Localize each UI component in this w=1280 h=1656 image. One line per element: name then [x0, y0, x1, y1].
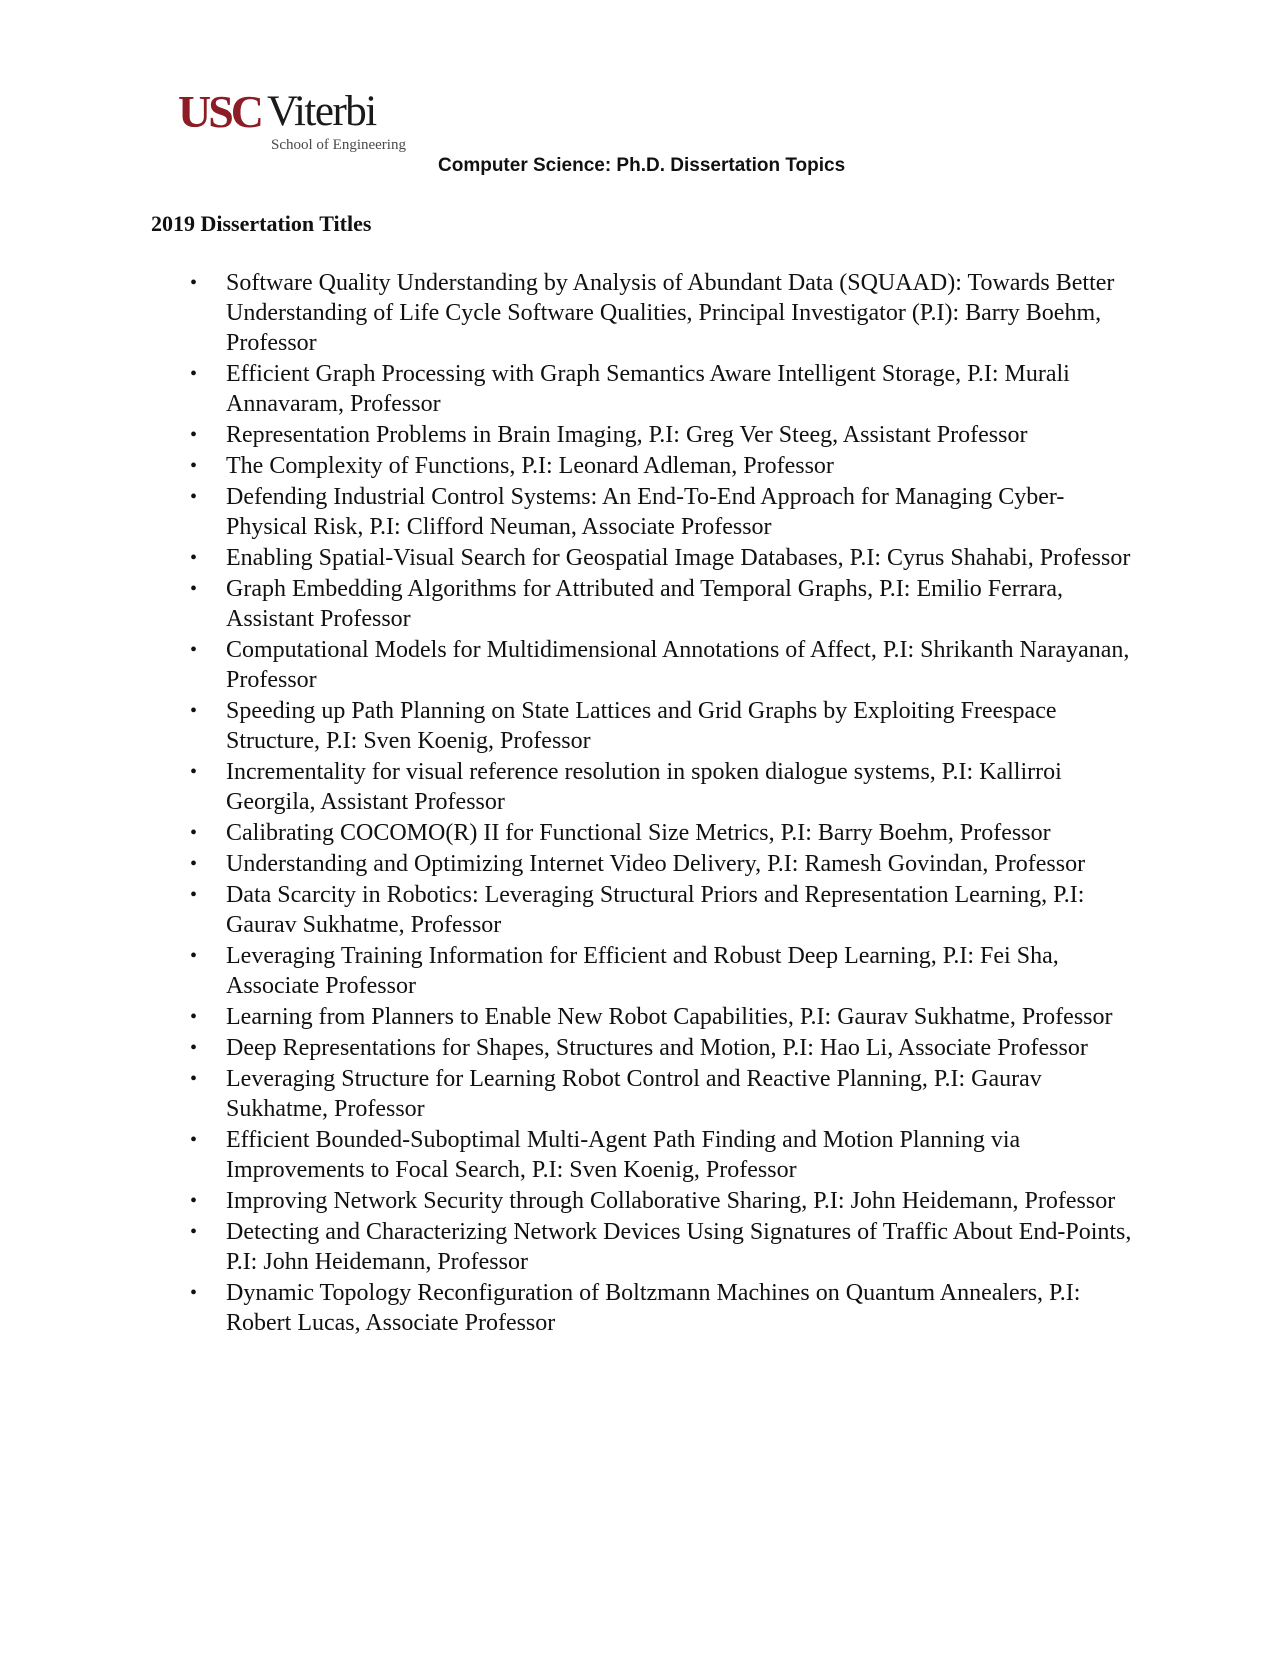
bullet-icon: •: [190, 486, 198, 508]
dissertation-title: Understanding and Optimizing Internet Video Delivery, P.I: Ramesh Govindan, Professor: [226, 851, 1086, 877]
list-item: [190, 359, 1140, 419]
list-item: [190, 1002, 1140, 1032]
dissertation-title: Leveraging Training Information for Efficient and Robust Deep Learning, P.I: Fei Sha, Associate Professor: [226, 943, 1059, 999]
bullet-icon: •: [190, 363, 198, 385]
list-item: [190, 1064, 1140, 1124]
list-item: [190, 696, 1140, 756]
bullet-icon: •: [190, 1221, 198, 1243]
bullet-icon: •: [190, 884, 198, 906]
dissertation-title: Data Scarcity in Robotics: Leveraging Structural Priors and Representation Learning, P.I: Gaurav Sukhatme, Professor: [226, 882, 1085, 938]
dissertation-title: Graph Embedding Algorithms for Attributed and Temporal Graphs, P.I: Emilio Ferrara, Assistant Professor: [226, 576, 1064, 632]
list-item: [190, 574, 1140, 634]
bullet-icon: •: [190, 639, 198, 661]
bullet-icon: •: [190, 1037, 198, 1059]
dissertation-title: Software Quality Understanding by Analysis of Abundant Data (SQUAAD): Towards Better Understanding of Life Cycle Software Qualities, Principal Investigator (P.I): Barry Boehm, Professor: [226, 270, 1115, 356]
bullet-icon: •: [190, 761, 198, 783]
list-item: [190, 880, 1140, 940]
page-title: Computer Science: Ph.D. Dissertation Topics: [438, 155, 846, 176]
dissertation-title: Efficient Graph Processing with Graph Semantics Aware Intelligent Storage, P.I: Murali Annavaram, Professor: [226, 361, 1070, 417]
list-item: [190, 818, 1140, 848]
dissertation-title: Leveraging Structure for Learning Robot Control and Reactive Planning, P.I: Gaurav Sukhatme, Professor: [226, 1066, 1042, 1122]
bullet-icon: •: [190, 424, 198, 446]
section-heading: 2019 Dissertation Titles: [151, 211, 372, 236]
list-item: [190, 1217, 1140, 1277]
dissertation-title: Learning from Planners to Enable New Robot Capabilities, P.I: Gaurav Sukhatme, Professor: [226, 1004, 1113, 1030]
bullet-icon: •: [190, 1068, 198, 1090]
dissertation-title: Efficient Bounded-Suboptimal Multi-Agent Path Finding and Motion Planning via Improvements to Focal Search, P.I: Sven Koenig, Professor: [226, 1127, 1021, 1183]
dissertation-title: Deep Representations for Shapes, Structures and Motion, P.I: Hao Li, Associate Professor: [226, 1035, 1088, 1061]
list-item: [190, 1033, 1140, 1063]
bullet-icon: •: [190, 853, 198, 875]
dissertation-title: Representation Problems in Brain Imaging, P.I: Greg Ver Steeg, Assistant Professor: [226, 422, 1028, 448]
dissertation-title: Enabling Spatial-Visual Search for Geospatial Image Databases, P.I: Cyrus Shahabi, Professor: [226, 545, 1131, 571]
bullet-icon: •: [190, 1190, 198, 1212]
list-item: [190, 757, 1140, 817]
list-item: [190, 482, 1140, 542]
bullet-icon: •: [190, 578, 198, 600]
dissertation-title: Dynamic Topology Reconfiguration of Boltzmann Machines on Quantum Annealers, P.I: Robert Lucas, Associate Professor: [226, 1280, 1081, 1336]
bullet-icon: •: [190, 1129, 198, 1151]
dissertation-title: Speeding up Path Planning on State Lattices and Grid Graphs by Exploiting Freespace Structure, P.I: Sven Koenig, Professor: [226, 698, 1057, 754]
bullet-icon: •: [190, 700, 198, 722]
list-item: [190, 420, 1140, 450]
list-item: [190, 1125, 1140, 1185]
dissertation-title: Incrementality for visual reference resolution in spoken dialogue systems, P.I: Kallirroi Georgila, Assistant Professor: [226, 759, 1062, 815]
bullet-icon: •: [190, 272, 198, 294]
list-item: [190, 635, 1140, 695]
bullet-icon: •: [190, 547, 198, 569]
dissertation-title: Improving Network Security through Collaborative Sharing, P.I: John Heidemann, Professor: [226, 1188, 1116, 1214]
dissertation-list: [190, 268, 1140, 1339]
bullet-icon: •: [190, 1006, 198, 1028]
logo-usc-text: USC: [178, 86, 262, 137]
list-item: [190, 1186, 1140, 1216]
dissertation-title: Calibrating COCOMO(R) II for Functional Size Metrics, P.I: Barry Boehm, Professor: [226, 820, 1051, 846]
bullet-icon: •: [190, 822, 198, 844]
list-item: [190, 268, 1140, 358]
logo-viterbi-text: Viterbi: [267, 88, 376, 135]
bullet-icon: •: [190, 945, 198, 967]
list-item: [190, 543, 1140, 573]
usc-viterbi-logo: [178, 86, 418, 158]
list-item: [190, 451, 1140, 481]
list-item: [190, 1278, 1140, 1338]
bullet-icon: •: [190, 455, 198, 477]
list-item: [190, 941, 1140, 1001]
bullet-icon: •: [190, 1282, 198, 1304]
dissertation-title: The Complexity of Functions, P.I: Leonard Adleman, Professor: [226, 453, 834, 479]
dissertation-title: Defending Industrial Control Systems: An End-To-End Approach for Managing Cyber-Physical Risk, P.I: Clifford Neuman, Associate Professor: [226, 484, 1065, 540]
list-item: [190, 849, 1140, 879]
logo-school-text: School of Engineering: [271, 137, 406, 153]
dissertation-title: Detecting and Characterizing Network Devices Using Signatures of Traffic About End-Points, P.I: John Heidemann, Professor: [226, 1219, 1132, 1275]
dissertation-title: Computational Models for Multidimensional Annotations of Affect, P.I: Shrikanth Narayanan, Professor: [226, 637, 1130, 693]
